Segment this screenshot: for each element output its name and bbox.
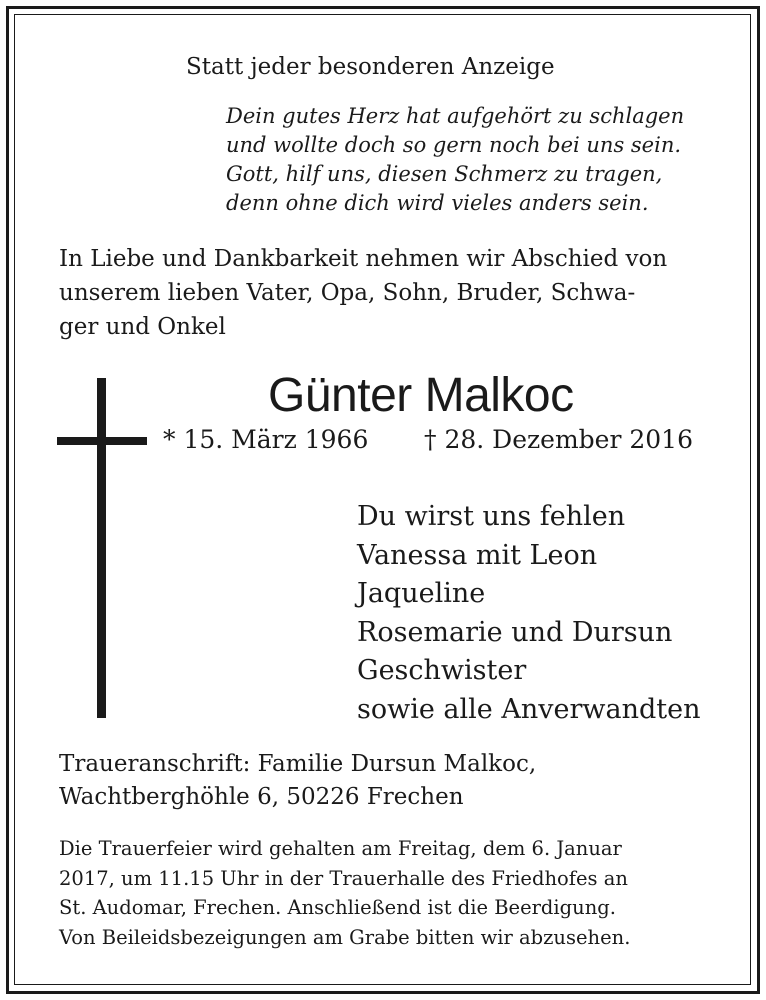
address-line: Traueranschrift: Familie Dursun Malkoc,: [59, 751, 537, 777]
death-date: † 28. Dezember 2016: [424, 425, 693, 454]
mourner-line: Du wirst uns fehlen: [357, 501, 626, 532]
birth-date: * 15. März 1966: [163, 425, 369, 454]
poem-line: denn ohne dich wird vieles anders sein.: [226, 191, 649, 215]
mourner-line: Jaqueline: [357, 578, 486, 609]
mourning-address: [59, 748, 536, 814]
poem-line: und wollte doch so gern noch bei uns sein.: [226, 133, 682, 157]
ceremony-line: 2017, um 11.15 Uhr in der Trauerhalle des Friedhofes an: [59, 866, 628, 890]
intro-text: [59, 242, 667, 344]
poem-line: Dein gutes Herz hat aufgehört zu schlagen: [226, 104, 685, 128]
address-line: Wachtberghöhle 6, 50226 Frechen: [59, 784, 464, 810]
mourner-line: sowie alle Anverwandten: [357, 693, 701, 725]
poem-line: Gott, hilf uns, diesen Schmerz zu tragen,: [226, 162, 663, 186]
intro-line: ger und Onkel: [59, 314, 226, 340]
deceased-name: Günter Malkoc: [268, 369, 574, 422]
mourner-line: Vanessa mit Leon: [357, 539, 598, 571]
intro-line: unserem lieben Vater, Opa, Sohn, Bruder, Schwa-: [59, 280, 636, 306]
mourner-line: Geschwister: [357, 655, 527, 686]
ceremony-info: [59, 834, 630, 952]
mourner-line: Rosemarie und Dursun: [357, 616, 673, 648]
poem: [226, 102, 684, 218]
ceremony-line: Die Trauerfeier wird gehalten am Freitag, dem 6. Januar: [59, 837, 622, 860]
mourners-list: [357, 498, 700, 729]
cross-icon: [97, 378, 106, 718]
ceremony-line: St. Audomar, Frechen. Anschließend ist die Beerdigung.: [59, 896, 616, 919]
ceremony-line: Von Beileidsbezeigungen am Grabe bitten wir abzusehen.: [59, 925, 631, 949]
intro-line: In Liebe und Dankbarkeit nehmen wir Abschied von: [59, 246, 668, 272]
notice-header: Statt jeder besonderen Anzeige: [186, 54, 555, 80]
cross-icon-bar: [57, 437, 147, 445]
